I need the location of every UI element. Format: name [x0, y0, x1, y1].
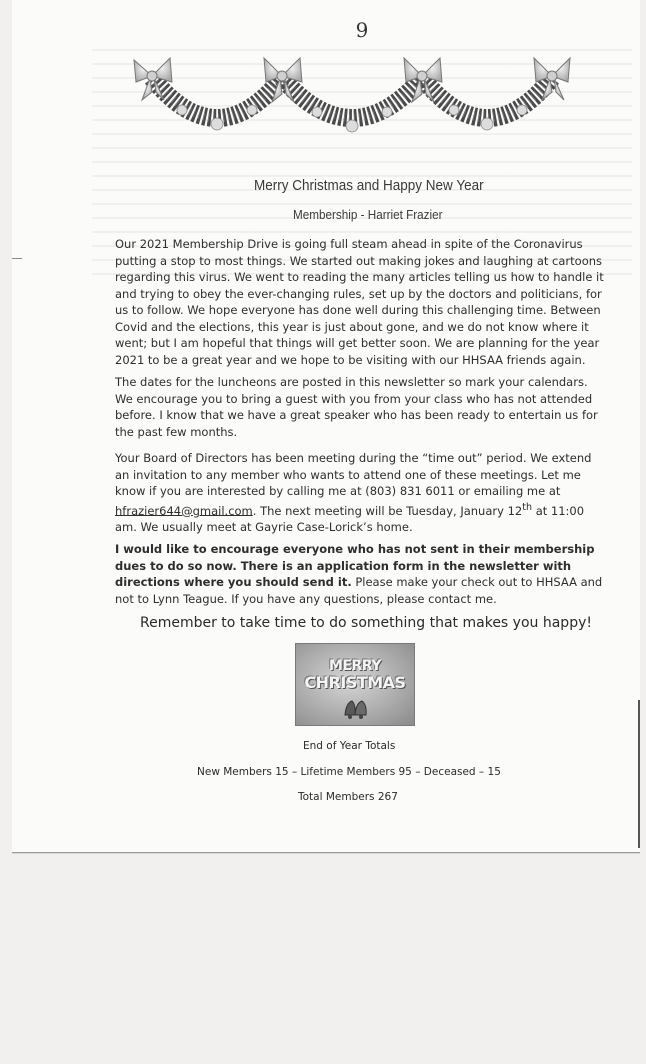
paragraph-board-meetings [115, 450, 605, 535]
page-edge-line [638, 700, 640, 848]
paragraph-dues [115, 541, 605, 607]
bells-icon [340, 695, 370, 721]
image-text-christmas: CHRISTMAS [304, 673, 406, 692]
board-text-part2: . The next meeting will be Tuesday, January 12 [252, 503, 523, 518]
newsletter-page [12, 0, 640, 853]
margin-mark [12, 258, 22, 259]
totals-total-members: Total Members 267 [298, 791, 398, 803]
article-subtitle: Membership - Harriet Frazier [293, 207, 443, 222]
paragraph-membership-drive: Our 2021 Membership Drive is going full steam ahead in spite of the Coronavirus putting a stop to most things. We started out making jokes and laughing at cartoons regarding this virus. We went to reading the many articles telling us how to handle it and trying to obey the ever-changing rules, set up by the doctors and politicians, for us to follow. We hope everyone has done well during this challenging time. Between Covid and the elections, this year is just about gone, and we do not know where it went; but I am hopeful that things will get better soon. We are planning for the year 2021 to be a great year and we hope to be visiting with our HHSAA friends again. [115, 237, 604, 367]
totals-breakdown: New Members 15 – Lifetime Members 95 – Deceased – 15 [197, 766, 501, 778]
email-link[interactable]: hfrazier644@gmail.com [115, 503, 253, 518]
totals-title: End of Year Totals [303, 740, 396, 752]
dues-text: Please make your check out to HHSAA and not to Lynn Teague. If you have any questions, please contact me. [115, 575, 603, 606]
ordinal-suffix: th [522, 501, 533, 513]
article-title: Merry Christmas and Happy New Year [254, 177, 484, 194]
remember-line: Remember to take time to do something that makes you happy! [140, 615, 592, 631]
page-number: 9 [355, 18, 369, 42]
christmas-garland-image [132, 48, 572, 158]
image-text-merry: MERRY [329, 658, 381, 674]
paragraph-luncheons: The dates for the luncheons are posted in this newsletter so mark your calendars. We encourage you to bring a guest with you from your class who has not attended before. I know that we have a great speaker who has been ready to entertain us for the past few months. [115, 375, 598, 439]
dues-bold-text: I would like to encourage everyone who has not sent in their membership dues to do so now. There is an application form in the newsletter with directions where you should send it. [115, 542, 595, 589]
board-text-part3: at 11:00 am. We usually meet at Gayrie Case-Lorick’s home. [115, 503, 585, 534]
merry-christmas-image [295, 643, 415, 726]
board-text-part1: Your Board of Directors has been meeting during the “time out” period. We extend an invitation to any member who wants to attend one of these meetings. Let me know if you are interested by calling me at (803) 831 6011 or emailing me at [115, 451, 592, 498]
